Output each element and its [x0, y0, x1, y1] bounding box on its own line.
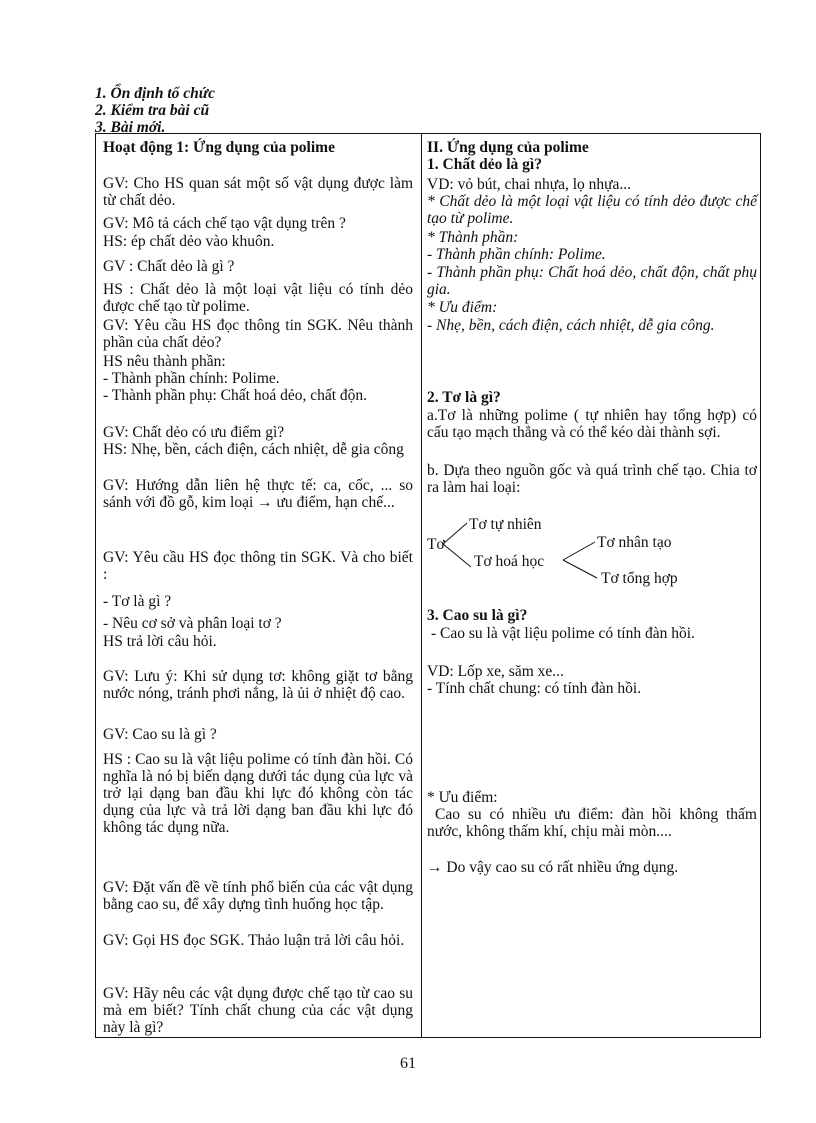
diagram-node-natural: Tơ tự nhiên [469, 516, 542, 533]
left-paragraph-text: điểm, hạn chế... [296, 494, 395, 511]
right-paragraph: * Chất dẻo là một loại vật liệu có tính dẻo được chế tạo từ polime. [427, 193, 757, 227]
arrow-icon: → [257, 494, 273, 511]
right-paragraph: - Tính chất chung: có tính đàn hồi. [427, 680, 642, 697]
left-paragraph: - Thành phần chính: Polime. [103, 370, 280, 387]
left-paragraph: GV: Yêu cầu HS đọc thông tin SGK. Và cho biết : [103, 549, 413, 583]
right-paragraph: b. Dựa theo nguồn gốc và quá trình chế tạo. Chia tơ ra làm hai loại: [427, 462, 757, 496]
left-paragraph: HS nêu thành phần: [103, 353, 226, 370]
right-paragraph: * Thành phần: [427, 229, 519, 246]
left-paragraph: HS trả lời câu hỏi. [103, 633, 217, 650]
section-heading: 1. Chất dẻo là gì? [427, 156, 542, 173]
left-paragraph: GV: Lưu ý: Khi sử dụng tơ: không giặt tơ bằng nước nóng, tránh phơi nắng, là ủi ở nhiệt độ cao. [103, 668, 413, 702]
fiber-classification-diagram [427, 512, 727, 592]
left-paragraph-text: ưu [276, 494, 293, 511]
left-paragraph [103, 477, 413, 511]
right-paragraph: - Thành phần phụ: Chất hoá dẻo, chất độn, chất phụ gia. [427, 264, 757, 298]
right-paragraph [427, 859, 678, 876]
right-paragraph: * Ưu điểm: [427, 789, 498, 806]
left-paragraph: - Nêu cơ sở và phân loại tơ ? [103, 615, 282, 632]
section-heading: 2. Tơ là gì? [427, 389, 501, 406]
left-paragraph: GV: Gọi HS đọc SGK. Thảo luận trả lời câu hỏi. [103, 932, 405, 949]
right-paragraph: - Thành phần chính: Polime. [427, 246, 606, 263]
left-paragraph: HS: ép chất dẻo vào khuôn. [103, 233, 275, 250]
header-item-2: 2. Kiểm tra bài cũ [95, 102, 210, 119]
right-paragraph: VD: vỏ bút, chai nhựa, lọ nhựa... [427, 176, 632, 193]
right-paragraph: * Ưu điểm: [427, 299, 498, 316]
header-item-3: 3. Bài mới. [95, 119, 166, 136]
right-paragraph: - Nhẹ, bền, cách điện, cách nhiệt, dễ gia công. [427, 317, 715, 334]
left-paragraph: GV: Yêu cầu HS đọc thông tin SGK. Nêu thành phần của chất dẻo? [103, 317, 413, 351]
right-paragraph: Cao su có nhiều ưu điểm: đàn hồi không thấm nước, không thấm khí, chịu mài mòn.... [427, 806, 757, 840]
left-paragraph: GV: Đặt vấn đề về tính phổ biến của các vật dụng bằng cao su, để xây dựng tình huống học tập. [103, 879, 413, 913]
left-paragraph: - Thành phần phụ: Chất hoá dẻo, chất độn. [103, 387, 368, 404]
left-paragraph: HS : Cao su là vật liệu polime có tính đàn hồi. Có nghĩa là nó bị biến dạng dưới tác dụng của lực và trở lại dạng ban đầu khi lực đó không còn tác dụng của lực và trả lời dạng ban đầu khi lực đó không tác dụng nữa. [103, 751, 413, 836]
diagram-node-synthetic: Tơ tổng hợp [601, 570, 678, 587]
right-paragraph-text: Do vậy cao su có rất nhiều ứng dụng. [446, 859, 679, 876]
diagram-node-root: Tơ [427, 536, 445, 553]
left-paragraph: GV : Chất dẻo là gì ? [103, 258, 235, 275]
section-heading: 3. Cao su là gì? [427, 607, 528, 624]
page-number: 61 [400, 1055, 416, 1072]
left-paragraph: HS: Nhẹ, bền, cách điện, cách nhiệt, dễ gia công [103, 441, 404, 458]
right-column-title: II. Ứng dụng của polime [427, 139, 589, 156]
right-paragraph: - Cao su là vật liệu polime có tính đàn hồi. [431, 625, 695, 642]
left-paragraph: GV: Chất dẻo có ưu điểm gì? [103, 424, 285, 441]
left-column-title: Hoạt động 1: Ứng dụng của polime [103, 139, 335, 156]
left-paragraph: GV: Hãy nêu các vật dụng được chế tạo từ cao su mà em biết? Tính chất chung của các vật dụng này là gì? [103, 985, 413, 1036]
left-paragraph: HS : Chất dẻo là một loại vật liệu có tính dẻo được chế tạo từ polime. [103, 281, 413, 315]
diagram-node-artificial: Tơ nhân tạo [597, 534, 672, 551]
arrow-icon: → [427, 859, 443, 876]
right-paragraph: VD: Lốp xe, săm xe... [427, 663, 564, 680]
left-paragraph: GV: Mô tả cách chế tạo vật dụng trên ? [103, 215, 346, 232]
left-paragraph: - Tơ là gì ? [103, 593, 172, 610]
right-paragraph: a.Tơ là những polime ( tự nhiên hay tổng hợp) có cấu tạo mạch thẳng và có thể kéo dài thành sợi. [427, 407, 757, 441]
diagram-node-chemical: Tơ hoá học [474, 553, 545, 570]
left-paragraph: GV: Cho HS quan sát một số vật dụng được làm từ chất dẻo. [103, 175, 413, 209]
column-divider [421, 133, 422, 1038]
left-paragraph-text: GV: Hướng dẫn liên hệ thực tế: ca, cốc, ... so sánh với đồ gỗ, kim loại [103, 477, 413, 511]
left-paragraph: GV: Cao su là gì ? [103, 726, 217, 743]
header-item-1: 1. Ổn định tổ chức [95, 85, 215, 102]
